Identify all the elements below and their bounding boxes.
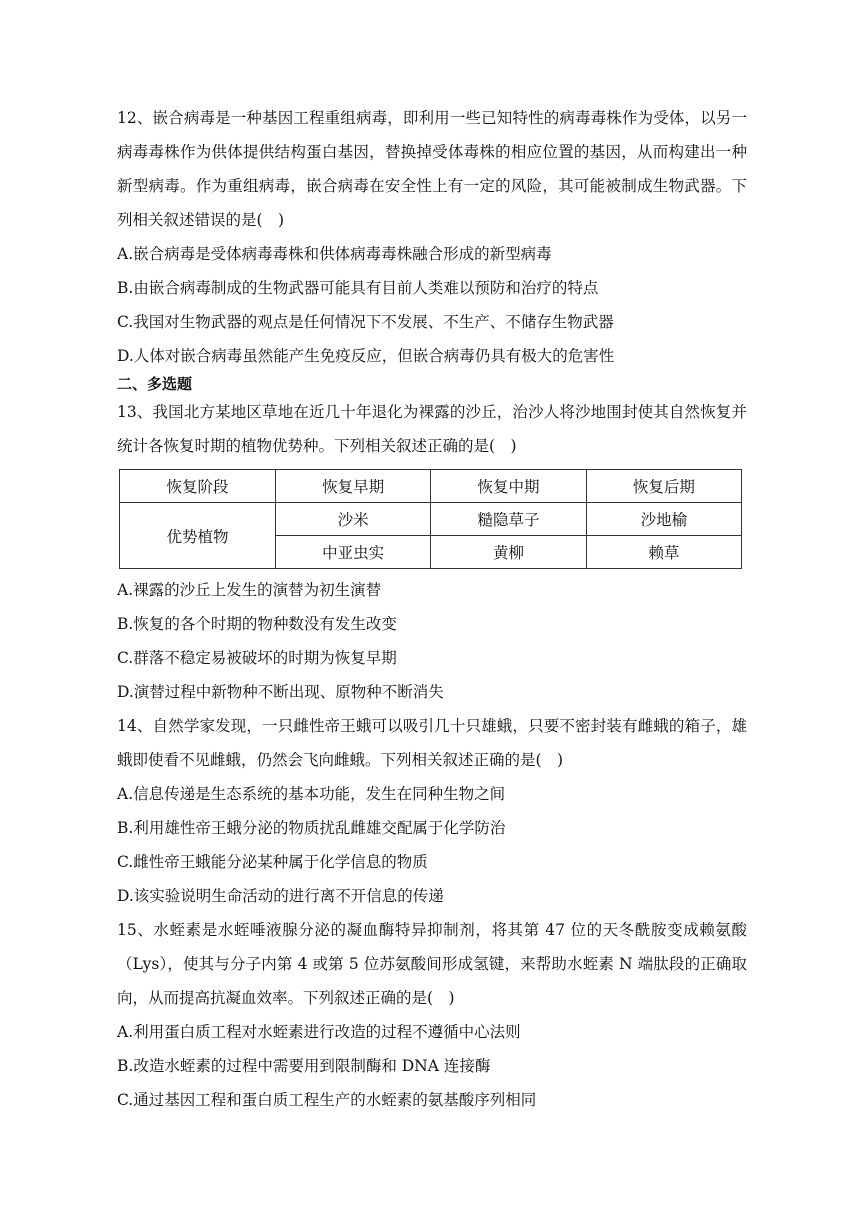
table-cell: 沙地榆 — [586, 503, 741, 536]
question-13-option-c: C.群落不稳定易被破坏的时期为恢复早期 — [117, 649, 397, 667]
question-13-option-a: A.裸露的沙丘上发生的演替为初生演替 — [117, 581, 382, 599]
question-15 — [117, 913, 747, 1117]
question-13-option-b: B.恢复的各个时期的物种数没有发生改变 — [117, 615, 397, 633]
question-15-option-b: B.改造水蛭素的过程中需要用到限制酶和 DNA 连接酶 — [117, 1057, 491, 1075]
question-12-option-b: B.由嵌合病毒制成的生物武器可能具有目前人类难以预防和治疗的特点 — [117, 279, 599, 297]
question-14-option-d: D.该实验说明生命活动的进行离不开信息的传递 — [117, 887, 444, 905]
table-cell: 沙米 — [276, 503, 431, 536]
question-15-stem: 15、水蛭素是水蛭唾液腺分泌的凝血酶特异抑制剂，将其第 47 位的天冬酰胺变成赖氨酸（Lys），使其与分子内第 4 或第 5 位苏氨酸间形成氢键，来帮助水蛭素 N 端肽段的正确取向，从而提高抗凝血效率。下列叙述正确的是( ) — [117, 921, 747, 1007]
table-header-cell: 恢复中期 — [431, 470, 586, 503]
question-13 — [117, 395, 747, 709]
table-header-cell: 恢复后期 — [586, 470, 741, 503]
question-12-option-c: C.我国对生物武器的观点是任何情况下不发展、不生产、不储存生物武器 — [117, 313, 614, 331]
table-cell: 赖草 — [586, 536, 741, 569]
question-14 — [117, 709, 747, 913]
question-15-option-c: C.通过基因工程和蛋白质工程生产的水蛭素的氨基酸序列相同 — [117, 1091, 537, 1109]
recovery-stage-table — [119, 469, 742, 569]
question-14-option-a: A.信息传递是生态系统的基本功能，发生在同种生物之间 — [117, 785, 506, 803]
question-14-option-b: B.利用雄性帝王蛾分泌的物质扰乱雌雄交配属于化学防治 — [117, 819, 506, 837]
question-14-option-c: C.雌性帝王蛾能分泌某种属于化学信息的物质 — [117, 853, 428, 871]
table-header-row — [120, 470, 742, 503]
table-header-cell: 恢复阶段 — [120, 470, 276, 503]
question-14-stem: 14、自然学家发现，一只雌性帝王蛾可以吸引几十只雄蛾，只要不密封装有雌蛾的箱子，雄蛾即使看不见雌蛾，仍然会飞向雌蛾。下列相关叙述正确的是( ) — [117, 717, 747, 769]
table-header-cell: 恢复早期 — [276, 470, 431, 503]
question-13-stem: 13、我国北方某地区草地在近几十年退化为裸露的沙丘，治沙人将沙地围封使其自然恢复并统计各恢复时期的植物优势种。下列相关叙述正确的是( ) — [117, 403, 747, 455]
table-cell: 黄柳 — [431, 536, 586, 569]
table-row — [120, 503, 742, 536]
question-12-stem: 12、嵌合病毒是一种基因工程重组病毒，即利用一些已知特性的病毒毒株作为受体，以另一病毒毒株作为供体提供结构蛋白基因，替换掉受体毒株的相应位置的基因，从而构建出一种新型病毒。作为重组病毒，嵌合病毒在安全性上有一定的风险，其可能被制成生物武器。下列相关叙述错误的是( ) — [117, 109, 747, 229]
table-cell: 中亚虫实 — [276, 536, 431, 569]
table-cell: 糙隐草子 — [431, 503, 586, 536]
question-12 — [117, 101, 747, 373]
table-row-label: 优势植物 — [120, 503, 276, 569]
section-heading-multiple-choice: 二、多选题 — [117, 375, 193, 393]
question-12-option-d: D.人体对嵌合病毒虽然能产生免疫反应，但嵌合病毒仍具有极大的危害性 — [117, 347, 615, 365]
question-13-option-d: D.演替过程中新物种不断出现、原物种不断消失 — [117, 683, 444, 701]
document-content — [117, 101, 747, 1117]
question-12-option-a: A.嵌合病毒是受体病毒毒株和供体病毒毒株融合形成的新型病毒 — [117, 245, 552, 263]
question-15-option-a: A.利用蛋白质工程对水蛭素进行改造的过程不遵循中心法则 — [117, 1023, 521, 1041]
